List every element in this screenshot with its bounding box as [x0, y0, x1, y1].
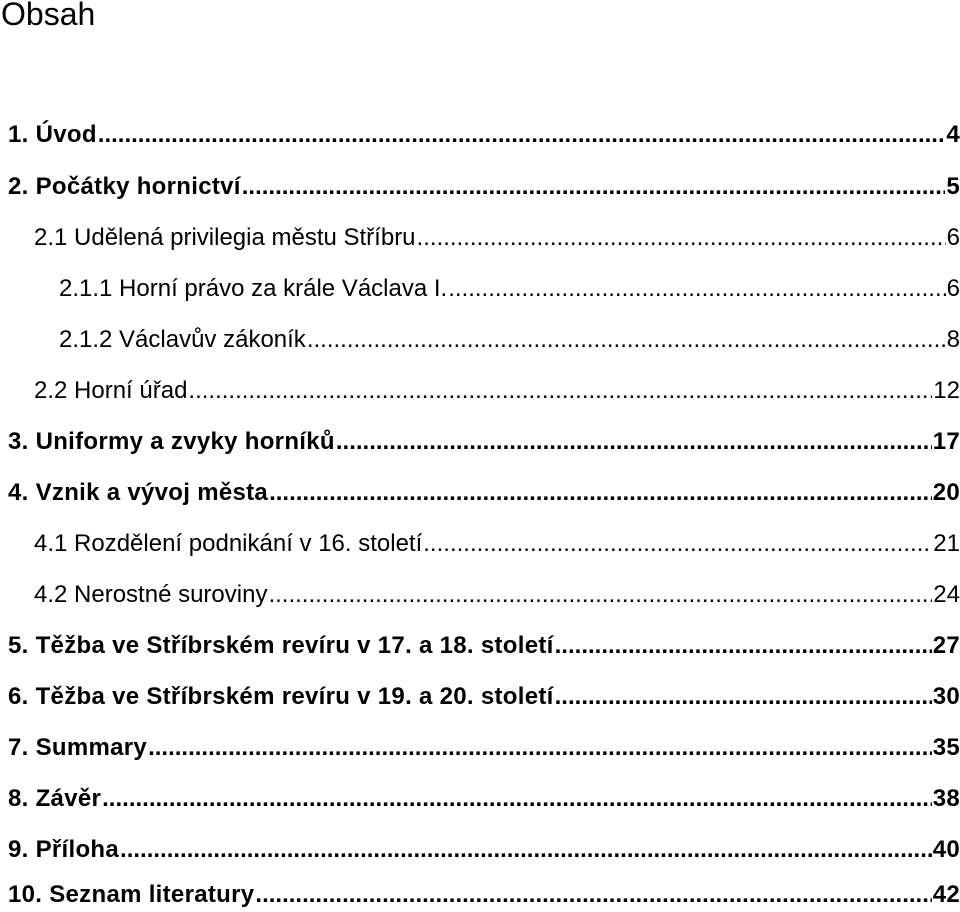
toc-entry-title: 2.2 Horní úřad: [34, 377, 188, 404]
toc-entry-title: 5. Těžba ve Stříbrském revíru v 17. a 18. století: [8, 632, 554, 659]
toc-entry[interactable]: [34, 529, 960, 559]
toc-dot-leader: [268, 580, 932, 610]
toc-entry[interactable]: [8, 631, 960, 661]
toc-entry-page: 8: [946, 326, 960, 353]
toc-entry[interactable]: [34, 223, 960, 253]
toc-entry-title: 10. Seznam literatury: [8, 881, 255, 908]
toc-entry-page: 17: [932, 428, 960, 455]
toc-entry-page: 12: [933, 377, 960, 404]
toc-entry[interactable]: [59, 325, 960, 355]
toc-entry-title: 2.1 Udělená privilegia městu Stříbru: [34, 224, 416, 251]
toc-entry-title: 4.1 Rozdělení podnikání v 16. století: [34, 530, 423, 557]
toc-dot-leader: [448, 274, 945, 304]
toc-dot-leader: [555, 631, 932, 661]
toc-entry[interactable]: [8, 835, 960, 865]
toc-entry-page: 20: [932, 479, 960, 506]
toc-entry-title: 1. Úvod: [8, 121, 97, 148]
toc-dot-leader: [188, 376, 932, 406]
toc-entry[interactable]: [8, 880, 960, 910]
toc-entry-page: 24: [933, 581, 960, 608]
toc-entry-page: 40: [932, 836, 960, 863]
toc-dot-leader: [98, 120, 946, 150]
toc-entry[interactable]: [59, 274, 960, 304]
toc-entry-page: 6: [946, 224, 960, 251]
toc-entry-title: 6. Těžba ve Stříbrském revíru v 19. a 20. století: [8, 683, 554, 710]
toc-dot-leader: [255, 880, 931, 910]
toc-entry[interactable]: [8, 784, 960, 814]
toc-dot-leader: [555, 682, 932, 712]
toc-entry-page: 38: [932, 785, 960, 812]
toc-entry-title: 9. Příloha: [8, 836, 120, 863]
toc-dot-leader: [307, 325, 946, 355]
toc-entry[interactable]: [8, 682, 960, 712]
toc-dot-leader: [102, 784, 932, 814]
toc-entry-page: 30: [932, 683, 960, 710]
toc-entry-title: 2. Počátky hornictví: [8, 173, 241, 200]
toc-dot-leader: [423, 529, 932, 559]
toc-entry-page: 6: [946, 275, 960, 302]
toc-entry-title: 3. Uniformy a zvyky horníků: [8, 428, 335, 455]
toc-dot-leader: [269, 478, 932, 508]
toc-entry-page: 42: [932, 881, 960, 908]
toc-dot-leader: [148, 733, 932, 763]
toc-entry-title: 8. Závěr: [8, 785, 102, 812]
toc-dot-leader: [336, 427, 932, 457]
toc-entry-title: 2.1.1 Horní právo za krále Václava I.: [59, 275, 448, 302]
toc-entry-page: 27: [932, 632, 960, 659]
toc-entry-page: 5: [946, 173, 960, 200]
toc-entry-title: 2.1.2 Václavův zákoník: [59, 326, 306, 353]
toc-entry-page: 4: [946, 121, 960, 148]
page-title: Obsah: [1, 0, 96, 32]
toc-entry[interactable]: [8, 172, 960, 202]
toc-entry[interactable]: [8, 733, 960, 763]
toc-entry-title: 7. Summary: [8, 734, 148, 761]
toc-entry-title: 4.2 Nerostné suroviny: [34, 581, 268, 608]
toc-entry[interactable]: [8, 478, 960, 508]
toc-entry-page: 35: [932, 734, 960, 761]
toc-entry[interactable]: [34, 376, 960, 406]
toc-entry[interactable]: [8, 427, 960, 457]
toc-entry-page: 21: [933, 530, 960, 557]
toc-dot-leader: [417, 223, 946, 253]
toc-entry[interactable]: [8, 120, 960, 150]
toc-entry[interactable]: [34, 580, 960, 610]
toc-entry-title: 4. Vznik a vývoj města: [8, 479, 269, 506]
toc-dot-leader: [120, 835, 932, 865]
toc-dot-leader: [242, 172, 946, 202]
